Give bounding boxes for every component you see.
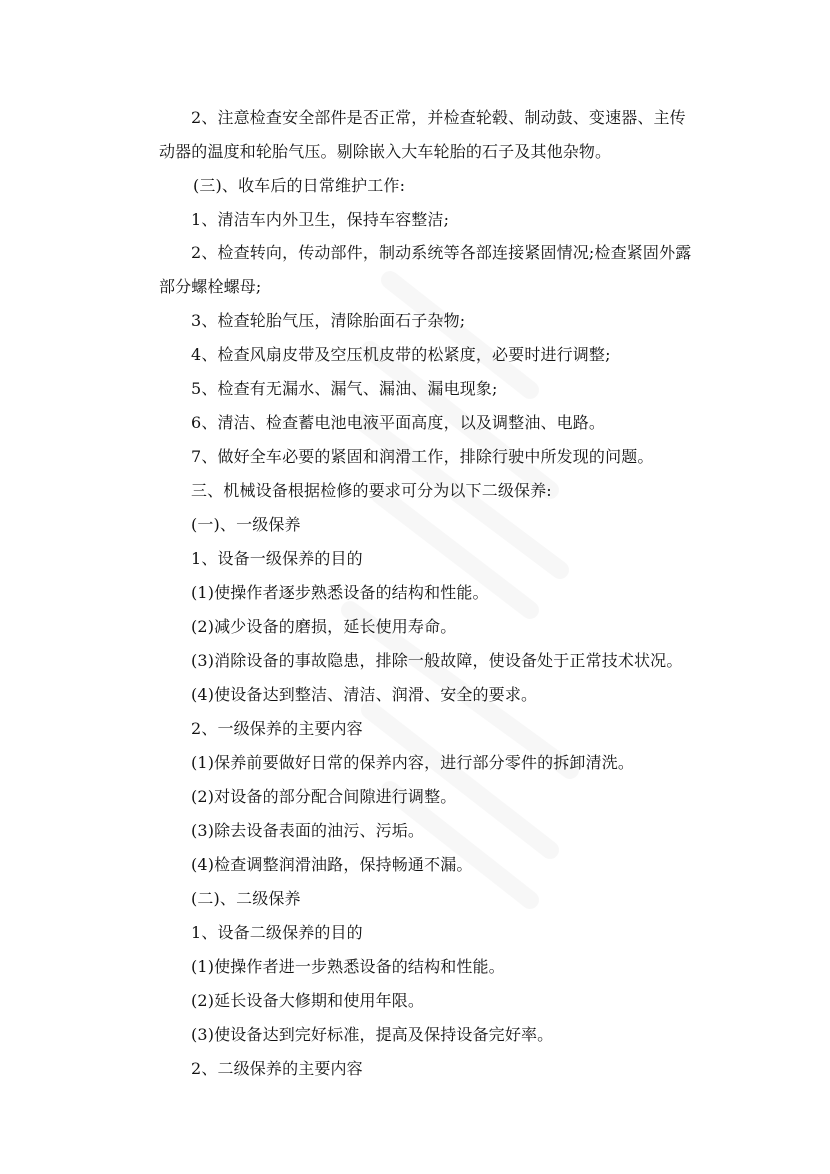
paragraph-line: (3)消除设备的事故隐患，排除一般故障，使设备处于正常技术状况。: [191, 651, 683, 670]
paragraph-line: 2、二级保养的主要内容: [191, 1059, 363, 1078]
paragraph-line: 6、清洁、检查蓄电池电液平面高度，以及调整油、电路。: [191, 413, 606, 432]
paragraph-line: (3)除去设备表面的油污、污垢。: [191, 821, 425, 840]
paragraph-line: 1、设备二级保养的目的: [191, 923, 363, 942]
paragraph-line: (1)保养前要做好日常的保养内容，进行部分零件的拆卸清洗。: [191, 753, 635, 772]
subsection-heading: (一)、一级保养: [191, 515, 301, 534]
section-heading: 三、机械设备根据检修的要求可分为以下二级保养:: [191, 481, 552, 500]
paragraph-line: (2)对设备的部分配合间隙进行调整。: [191, 787, 457, 806]
paragraph-line: (4)使设备达到整洁、清洁、润滑、安全的要求。: [191, 685, 538, 704]
paragraph-line: 1、清洁车内外卫生，保持车容整洁;: [191, 210, 450, 229]
paragraph-line: 2、一级保养的主要内容: [191, 719, 363, 738]
paragraph-line: 4、检查风扇皮带及空压机皮带的松紧度，必要时进行调整;: [191, 345, 611, 364]
paragraph-line: (1)使操作者逐步熟悉设备的结构和性能。: [191, 583, 489, 602]
paragraph-line: 3、检查轮胎气压，清除胎面石子杂物;: [191, 311, 466, 330]
paragraph-line: (4)检查调整润滑油路，保持畅通不漏。: [191, 855, 473, 874]
paragraph-line: (2)减少设备的磨损，延长使用寿命。: [191, 617, 457, 636]
subsection-heading: (二)、二级保养: [191, 889, 301, 908]
paragraph-line: (3)使设备达到完好标准，提高及保持设备完好率。: [191, 1025, 554, 1044]
paragraph-line: 5、检查有无漏水、漏气、漏油、漏电现象;: [191, 379, 498, 398]
paragraph-line: 动器的温度和轮胎气压。剔除嵌入大车轮胎的石子及其他杂物。: [159, 142, 612, 161]
paragraph-line: 部分螺栓螺母;: [159, 277, 262, 296]
paragraph-line: (2)延长设备大修期和使用年限。: [191, 991, 425, 1010]
paragraph-line: 1、设备一级保养的目的: [191, 549, 363, 568]
paragraph-line: 2、注意检查安全部件是否正常，并检查轮毂、制动鼓、变速器、主传: [191, 108, 686, 127]
paragraph-line: (1)使操作者进一步熟悉设备的结构和性能。: [191, 957, 505, 976]
paragraph-line: 7、做好全车必要的紧固和润滑工作，排除行驶中所发现的问题。: [191, 447, 654, 466]
paragraph-line: 2、检查转向，传动部件，制动系统等各部连接紧固情况;检查紧固外露: [191, 243, 692, 262]
section-heading: (三)、收车后的日常维护工作:: [193, 176, 406, 195]
